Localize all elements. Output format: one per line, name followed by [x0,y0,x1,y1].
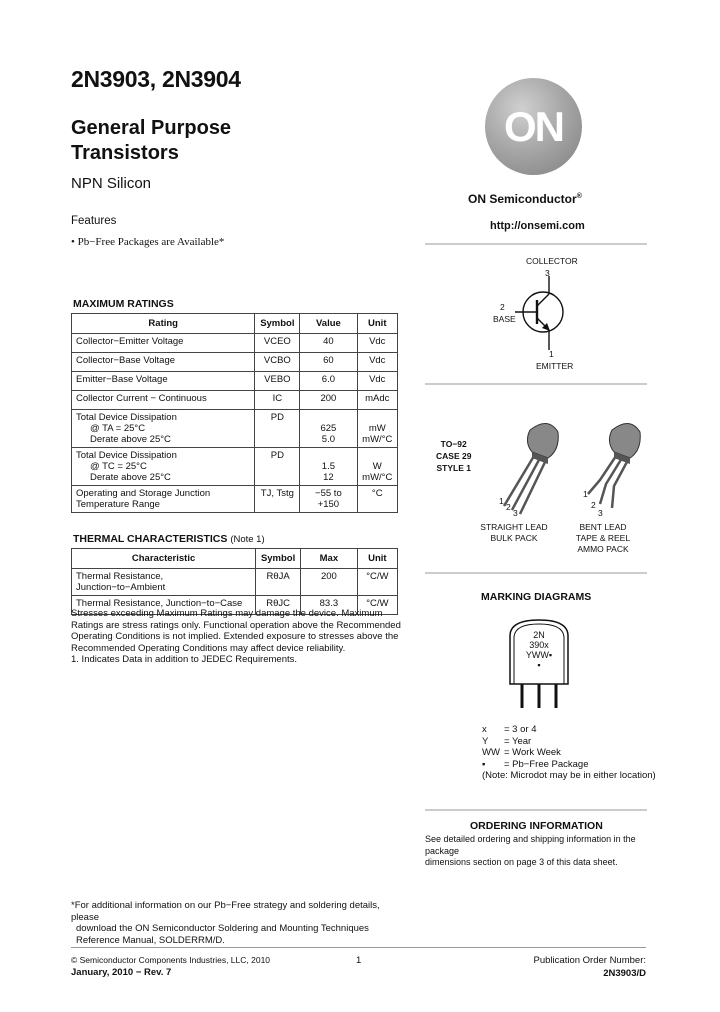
divider [425,383,647,385]
cell-rating [72,448,255,486]
col-max: Max [301,549,358,569]
legend-key: ▪ [482,758,486,770]
company-name [468,192,582,206]
logo-text: ON [504,102,563,150]
rating-line-3: Derate above 25°C [90,472,171,483]
thermal-table [71,548,398,615]
company-text: ON Semiconductor [468,192,577,206]
unit-line-2: mW/°C [362,434,393,445]
cell-rating: Collector−Emitter Voltage [72,334,255,353]
npn-transistor-symbol [505,276,575,352]
value-line-1: 1.5 [321,461,335,472]
emitter-pin: 1 [549,349,554,359]
cell-symbol: IC [255,391,300,410]
bent-pin-1: 1 [583,489,588,499]
straight-lead-caption [478,522,550,544]
col-unit: Unit [357,314,397,334]
cell-value [300,410,357,448]
copyright: © Semiconductor Components Industries, LLC, 2010 [71,955,271,965]
cell-unit: °C/W [357,596,397,615]
unit-line-2: mW/°C [362,472,393,483]
features-heading: Features [71,215,117,227]
legend-key: WW [482,747,500,758]
footer-divider [71,947,646,948]
cell-symbol: VCBO [255,353,300,372]
cell-max: 200 [301,569,358,596]
cell-rating: Collector Current − Continuous [72,391,255,410]
registered-mark: ® [576,193,582,200]
stress-line-3: Operating Conditions is not implied. Extended exposure to stresses above the [71,631,399,642]
legend-value: = Pb−Free Package [504,758,589,770]
rating-line-1: Operating and Storage Junction [76,488,211,499]
thermal-heading-note: (Note 1) [230,534,265,545]
package-case-label [436,438,471,474]
rating-line-1: Total Device Dissipation [76,450,177,461]
emitter-label: EMITTER [536,361,574,371]
max-ratings-heading: MAXIMUM RATINGS [73,298,174,310]
title-line-2: Transistors [71,142,179,164]
legend-value: = 3 or 4 [504,724,537,735]
col-value: Value [300,314,357,334]
part-numbers: 2N3903, 2N3904 [71,66,241,92]
stress-line-4: Recommended Operating Conditions may affect device reliability. [71,642,346,654]
col-unit: Unit [357,549,397,569]
base-pin: 2 [500,302,505,312]
publication-label: Publication Order Number: [533,955,646,966]
cell-symbol: PD [255,448,300,486]
legend-value: = Year [504,735,532,747]
cell-unit: Vdc [357,353,397,372]
divider [425,572,647,574]
max-ratings-table [71,313,398,513]
base-label: BASE [493,314,516,324]
on-logo [485,78,582,175]
marking-line-4: ▪ [537,660,541,670]
cell-rating: Emitter−Base Voltage [72,372,255,391]
cell-max: 83.3 [301,596,358,615]
bent-lead-caption [568,522,638,555]
marking-line-2: 390x [529,640,549,650]
marking-text [511,630,567,670]
straight-pin-1: 1 [499,496,504,506]
thermal-heading-text: THERMAL CHARACTERISTICS [73,533,228,545]
cell-rating: Collector−Base Voltage [72,353,255,372]
value-line-1: 625 [320,423,337,434]
cell-unit: °C [357,486,397,513]
straight-line-1: STRAIGHT LEAD [480,522,548,532]
bent-line-2: TAPE & REEL [575,533,631,543]
ordering-line-1: See detailed ordering and shipping information in the package [425,834,636,856]
value-line-2: 12 [323,472,334,483]
ordering-heading: ORDERING INFORMATION [470,820,603,832]
bent-lead-package-image [580,410,655,510]
legend-item [482,736,656,748]
legend-key: Y [482,735,489,747]
cell-value: −55 to +150 [300,486,357,513]
note-1: 1. Indicates Data in addition to JEDEC Requirements. [71,654,298,665]
case-line-2: CASE 29 [436,451,472,461]
page-number: 1 [356,955,362,966]
table-row [72,569,398,596]
cell-unit [357,410,397,448]
stress-notice [71,608,401,666]
cell-unit [357,448,397,486]
ordering-text [425,834,647,869]
table-header-row [72,549,398,569]
marking-line-3: YWW▪ [525,650,553,660]
col-symbol: Symbol [256,549,301,569]
footnote [71,900,401,946]
cell-value: 200 [300,391,357,410]
divider [425,809,647,811]
bent-pin-2: 2 [591,500,596,510]
stress-line-2: Ratings are stress ratings only. Functional operation above the Recommended [71,619,401,631]
cell-value: 60 [300,353,357,372]
table-row [72,353,398,372]
cell-unit: Vdc [357,334,397,353]
legend-item [482,759,656,771]
rating-line-1: Total Device Dissipation [76,412,177,423]
page-title [71,116,231,166]
publication-number: 2N3903/D [603,968,646,979]
collector-label: COLLECTOR [526,256,578,266]
cell-unit: °C/W [357,569,397,596]
rating-line-3: Derate above 25°C [90,434,171,445]
legend-key: x [482,724,487,735]
bent-pin-3: 3 [598,508,603,518]
cell-symbol: PD [255,410,300,448]
collector-pin: 3 [545,268,550,278]
col-symbol: Symbol [255,314,300,334]
marking-legend [482,724,656,782]
bent-line-1: BENT LEAD [579,522,627,532]
legend-value: = Work Week [504,747,561,758]
footnote-line-1: *For additional information on our Pb−Free strategy and soldering details, please [71,900,380,923]
unit-line-1: W [372,461,382,472]
cell-symbol: VEBO [255,372,300,391]
table-row [72,391,398,410]
table-row [72,334,398,353]
footnote-line-2: download the ON Semiconductor Soldering and Mounting Techniques [76,923,369,934]
cell-value: 6.0 [300,372,357,391]
rating-line-2: @ TC = 25°C [90,461,147,472]
divider [425,243,647,245]
col-rating: Rating [72,314,255,334]
case-line-3: STYLE 1 [436,463,471,473]
footer-right [534,955,646,979]
subtitle: NPN Silicon [71,175,152,192]
cell-rating [72,410,255,448]
title-line-1: General Purpose [71,117,232,139]
table-row [72,410,398,448]
case-line-1: TO−92 [440,439,467,449]
legend-item [482,747,656,759]
value-line-2: 5.0 [321,434,335,445]
feature-text: Pb−Free Packages are Available* [77,236,225,248]
cell-value [300,448,357,486]
cell-symbol: RθJA [256,569,301,596]
cell-characteristic: Thermal Resistance, Junction−to−Ambient [72,569,256,596]
footnote-line-3: Reference Manual, SOLDERRM/D. [76,934,225,946]
table-row [72,486,398,513]
legend-item [482,724,656,736]
cell-symbol: RθJC [256,596,301,615]
marking-heading: MARKING DIAGRAMS [481,591,592,603]
table-row [72,372,398,391]
straight-line-2: BULK PACK [490,533,538,543]
footer-left [71,955,270,978]
cell-symbol: VCEO [255,334,300,353]
website-link[interactable]: http://onsemi.com [490,220,585,232]
straight-pin-2: 2 [506,502,511,512]
table-row [72,448,398,486]
straight-pin-3: 3 [513,508,518,518]
marking-line-1: 2N [533,630,545,640]
cell-unit: mAdc [357,391,397,410]
feature-item: • Pb−Free Packages are Available* [71,236,225,248]
unit-line-1: mW [368,423,386,434]
cell-rating [72,486,255,513]
cell-value: 40 [300,334,357,353]
ordering-line-2: dimensions section on page 3 of this data sheet. [425,857,618,867]
cell-symbol: TJ, Tstg [255,486,300,513]
col-characteristic: Characteristic [72,549,256,569]
table-header-row [72,314,398,334]
footer-date: January, 2010 − Rev. 7 [71,967,172,978]
thermal-heading [73,533,265,545]
stress-line-1: Stresses exceeding Maximum Ratings may damage the device. Maximum [71,608,383,619]
rating-line-2: Temperature Range [76,499,160,510]
marking-note: (Note: Microdot may be in either location) [482,770,656,781]
cell-characteristic: Thermal Resistance, Junction−to−Case [72,596,256,615]
rating-line-2: @ TA = 25°C [90,423,146,434]
cell-unit: Vdc [357,372,397,391]
bent-line-3: AMMO PACK [577,544,629,554]
